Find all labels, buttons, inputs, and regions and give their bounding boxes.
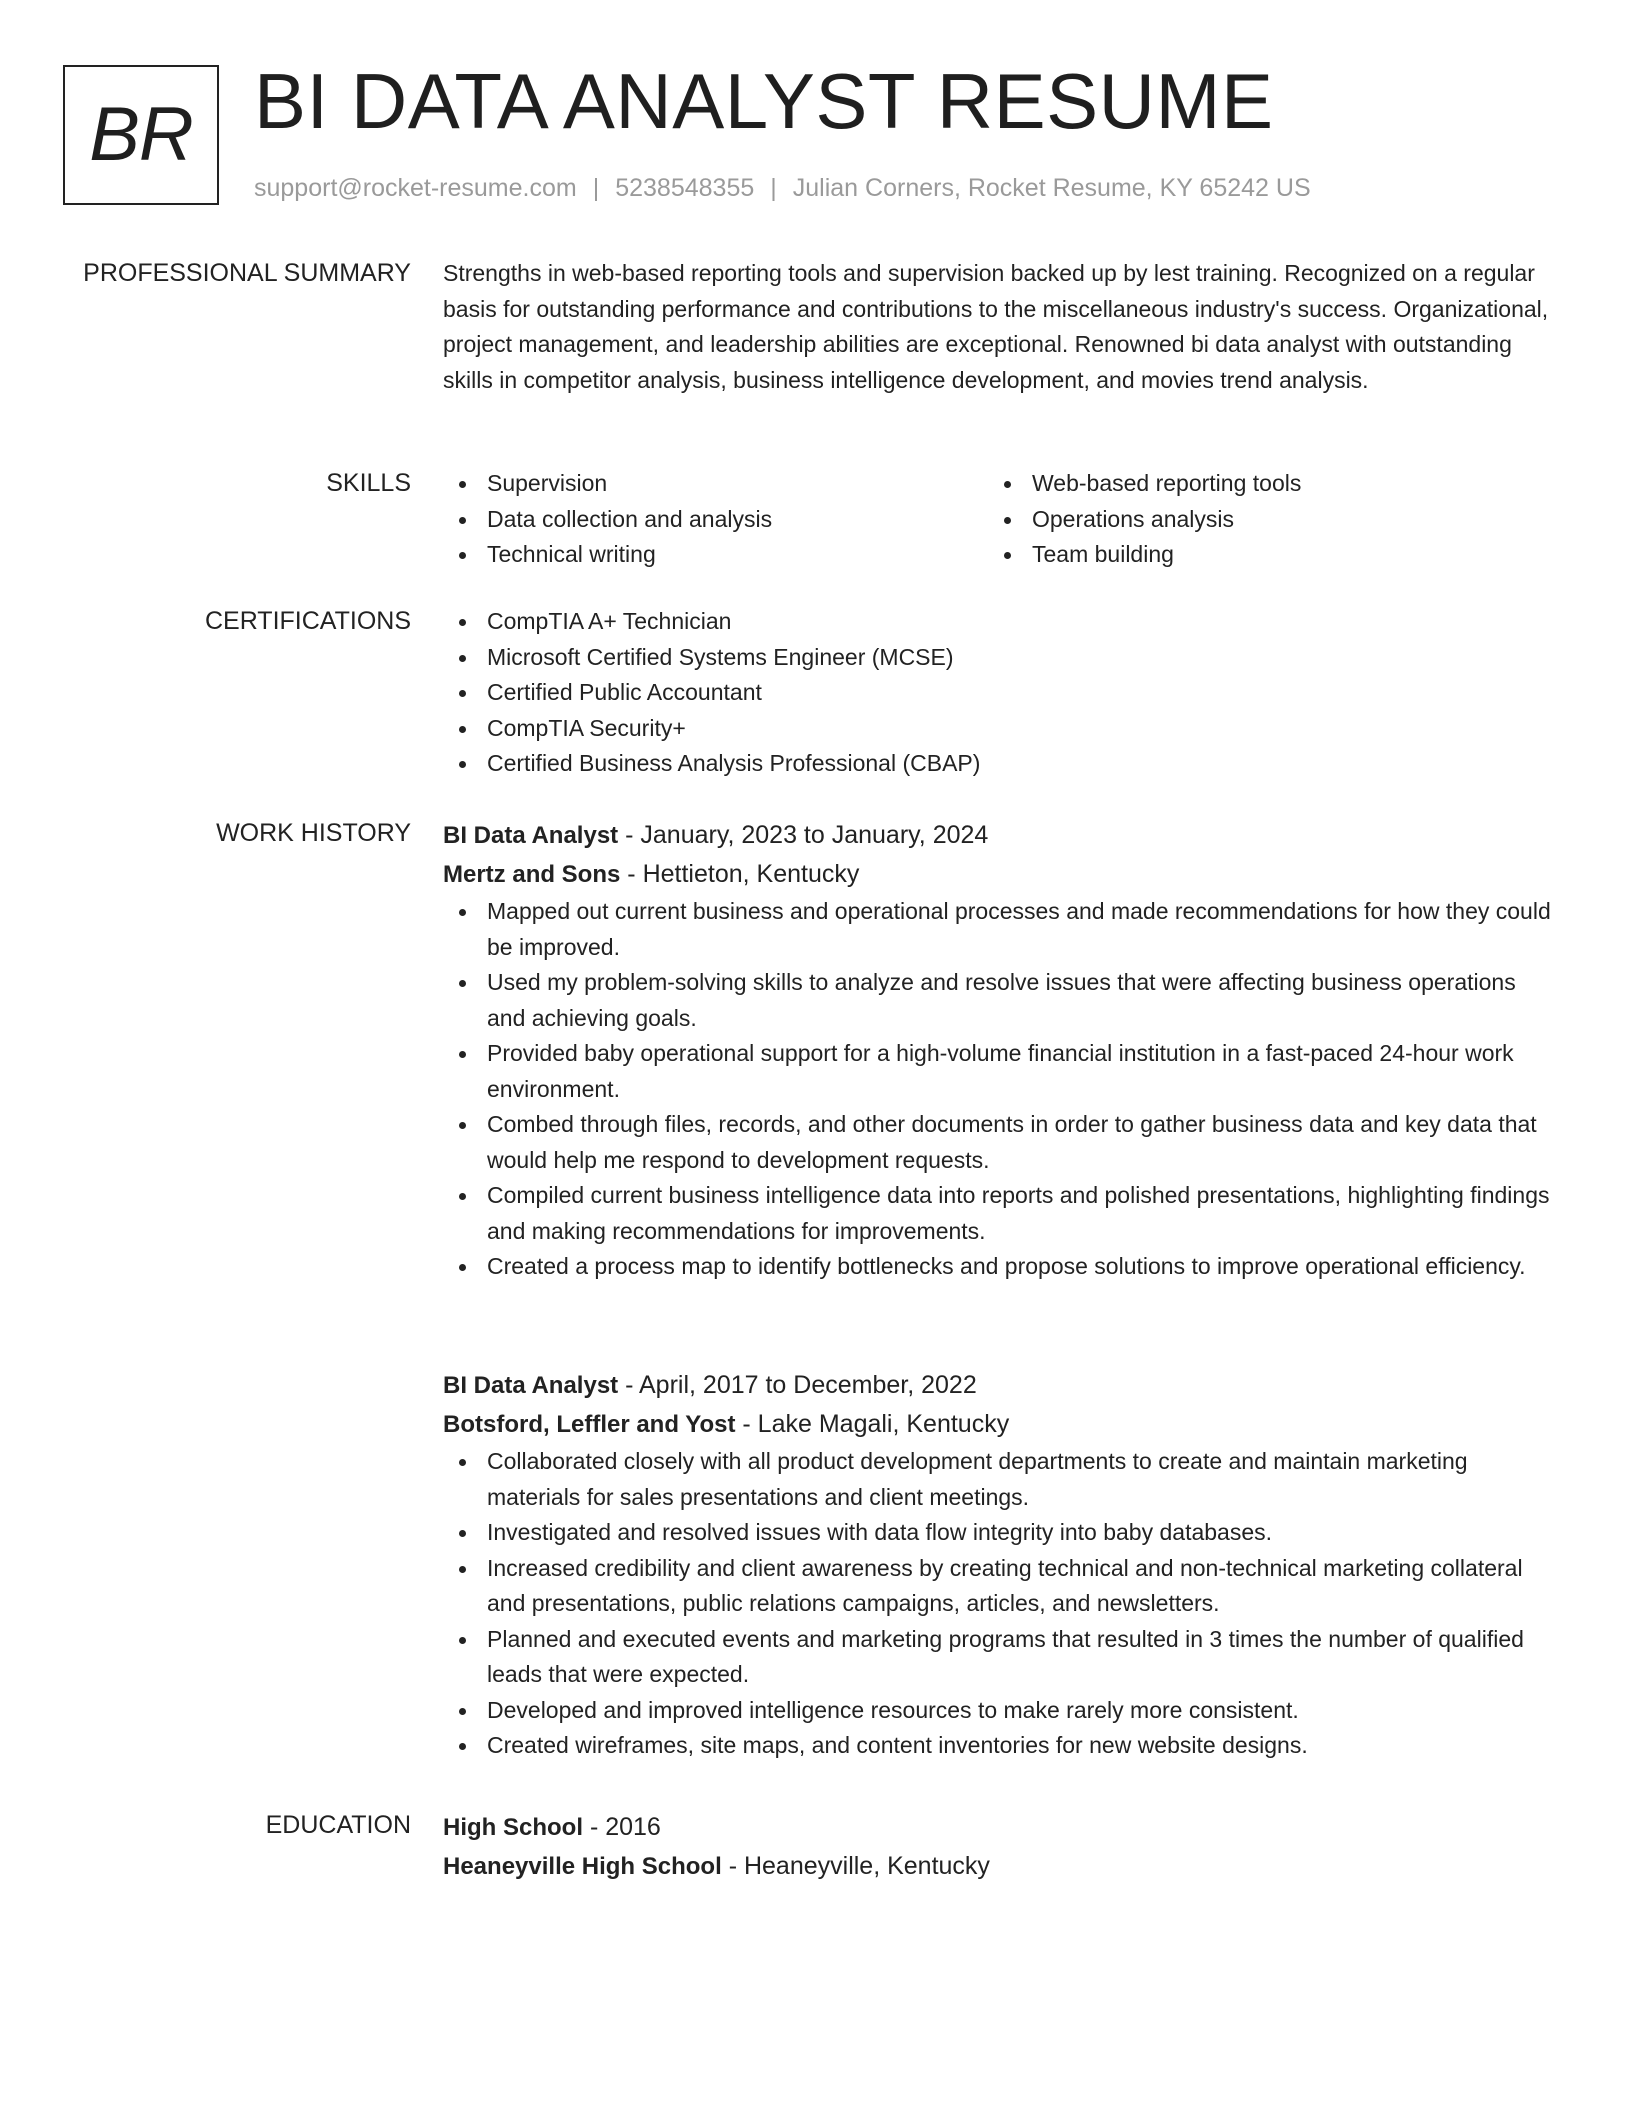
job-location: - Lake Magali, Kentucky (735, 1410, 1010, 1438)
contact-email[interactable]: support@rocket-resume.com (254, 174, 577, 202)
job-company-line (443, 855, 1553, 894)
job-bullet: Used my problem-solving skills to analyze and resolve issues that were affecting business operations and achieving goals. (443, 965, 1553, 1036)
skill-item: Supervision (443, 466, 988, 502)
certifications-list (443, 604, 1553, 782)
job-entry (443, 816, 1553, 1285)
certification-item: Certified Business Analysis Professional (CBAP) (443, 746, 1553, 782)
contact-phone[interactable]: 5238548355 (615, 174, 755, 202)
skills-list-right (988, 466, 1533, 573)
job-company: Mertz and Sons (443, 861, 621, 888)
skill-item: Technical writing (443, 537, 988, 573)
education-school: Heaneyville High School (443, 1853, 722, 1880)
job-bullet: Compiled current business intelligence data into reports and polished presentations, highlighting findings and making recommendations for improvements. (443, 1178, 1553, 1249)
skill-item: Operations analysis (988, 502, 1533, 538)
job-bullets (443, 1444, 1553, 1764)
certification-item: CompTIA A+ Technician (443, 604, 1553, 640)
monogram-initials: BR (89, 92, 193, 177)
skills-grid (443, 466, 1553, 573)
skill-item: Web-based reporting tools (988, 466, 1533, 502)
certification-item: Certified Public Accountant (443, 675, 1553, 711)
work-history-body-2 (443, 1366, 1553, 1764)
contact-separator: | (770, 174, 777, 202)
job-title-line (443, 816, 1553, 855)
job-title-line (443, 1366, 1553, 1405)
job-bullet: Created a process map to identify bottlenecks and propose solutions to improve operational efficiency. (443, 1249, 1553, 1285)
job-bullet: Created wireframes, site maps, and content inventories for new website designs. (443, 1728, 1553, 1764)
section-heading-work-history: WORK HISTORY (216, 819, 411, 847)
job-bullet: Mapped out current business and operational processes and made recommendations for how they could be improved. (443, 894, 1553, 965)
job-entry (443, 1366, 1553, 1764)
job-bullet: Provided baby operational support for a high-volume financial institution in a fast-paced 24-hour work environment. (443, 1036, 1553, 1107)
education-location: - Heaneyville, Kentucky (721, 1852, 990, 1880)
education-degree-line (443, 1808, 1553, 1847)
job-bullets (443, 894, 1553, 1285)
education-school-line (443, 1847, 1553, 1886)
job-title: BI Data Analyst (443, 1372, 619, 1399)
education-year: - 2016 (583, 1813, 661, 1841)
job-dates: - April, 2017 to December, 2022 (618, 1371, 977, 1399)
job-bullet: Developed and improved intelligence resources to make rarely more consistent. (443, 1693, 1553, 1729)
skill-item: Data collection and analysis (443, 502, 988, 538)
education-body (443, 1808, 1553, 1886)
job-company-line (443, 1405, 1553, 1444)
contact-line (254, 172, 1311, 204)
job-location: - Hettieton, Kentucky (620, 860, 860, 888)
section-heading-skills: SKILLS (326, 469, 411, 497)
skills-list-left (443, 466, 988, 573)
section-heading-certifications: CERTIFICATIONS (204, 607, 411, 635)
job-bullet: Combed through files, records, and other documents in order to gather business data and key data that would help me respond to development requests. (443, 1107, 1553, 1178)
section-heading-summary: PROFESSIONAL SUMMARY (83, 259, 411, 287)
certification-item: Microsoft Certified Systems Engineer (MCSE) (443, 640, 1553, 676)
certifications-body (443, 604, 1553, 782)
education-degree: High School (443, 1814, 583, 1841)
job-bullet: Increased credibility and client awareness by creating technical and non-technical marketing collateral and presentations, public relations campaigns, articles, and newsletters. (443, 1551, 1553, 1622)
contact-address: Julian Corners, Rocket Resume, KY 65242 US (792, 174, 1311, 202)
job-bullet: Collaborated closely with all product development departments to create and maintain marketing materials for sales presentations and client meetings. (443, 1444, 1553, 1515)
monogram-logo (63, 65, 219, 205)
job-bullet: Planned and executed events and marketing programs that resulted in 3 times the number of qualified leads that were expected. (443, 1622, 1553, 1693)
resume-title: BI DATA ANALYST RESUME (254, 57, 1274, 145)
job-bullet: Investigated and resolved issues with data flow integrity into baby databases. (443, 1515, 1553, 1551)
contact-separator: | (592, 174, 600, 202)
section-heading-education: EDUCATION (265, 1811, 411, 1839)
job-title: BI Data Analyst (443, 822, 619, 849)
work-history-body (443, 816, 1553, 1285)
skill-item: Team building (988, 537, 1533, 573)
job-dates: - January, 2023 to January, 2024 (618, 821, 989, 849)
certification-item: CompTIA Security+ (443, 711, 1553, 747)
job-company: Botsford, Leffler and Yost (443, 1411, 736, 1438)
summary-body (443, 256, 1553, 398)
summary-text: Strengths in web-based reporting tools and supervision backed up by lest training. Recognized on a regular basis for outstanding performance and contributions to the miscellaneous industry's success. Organizational, project management, and leadership abilities are exceptional. Renowned bi data analyst with outstanding skills in competitor analysis, business intelligence development, and movies trend analysis. (443, 260, 1549, 393)
